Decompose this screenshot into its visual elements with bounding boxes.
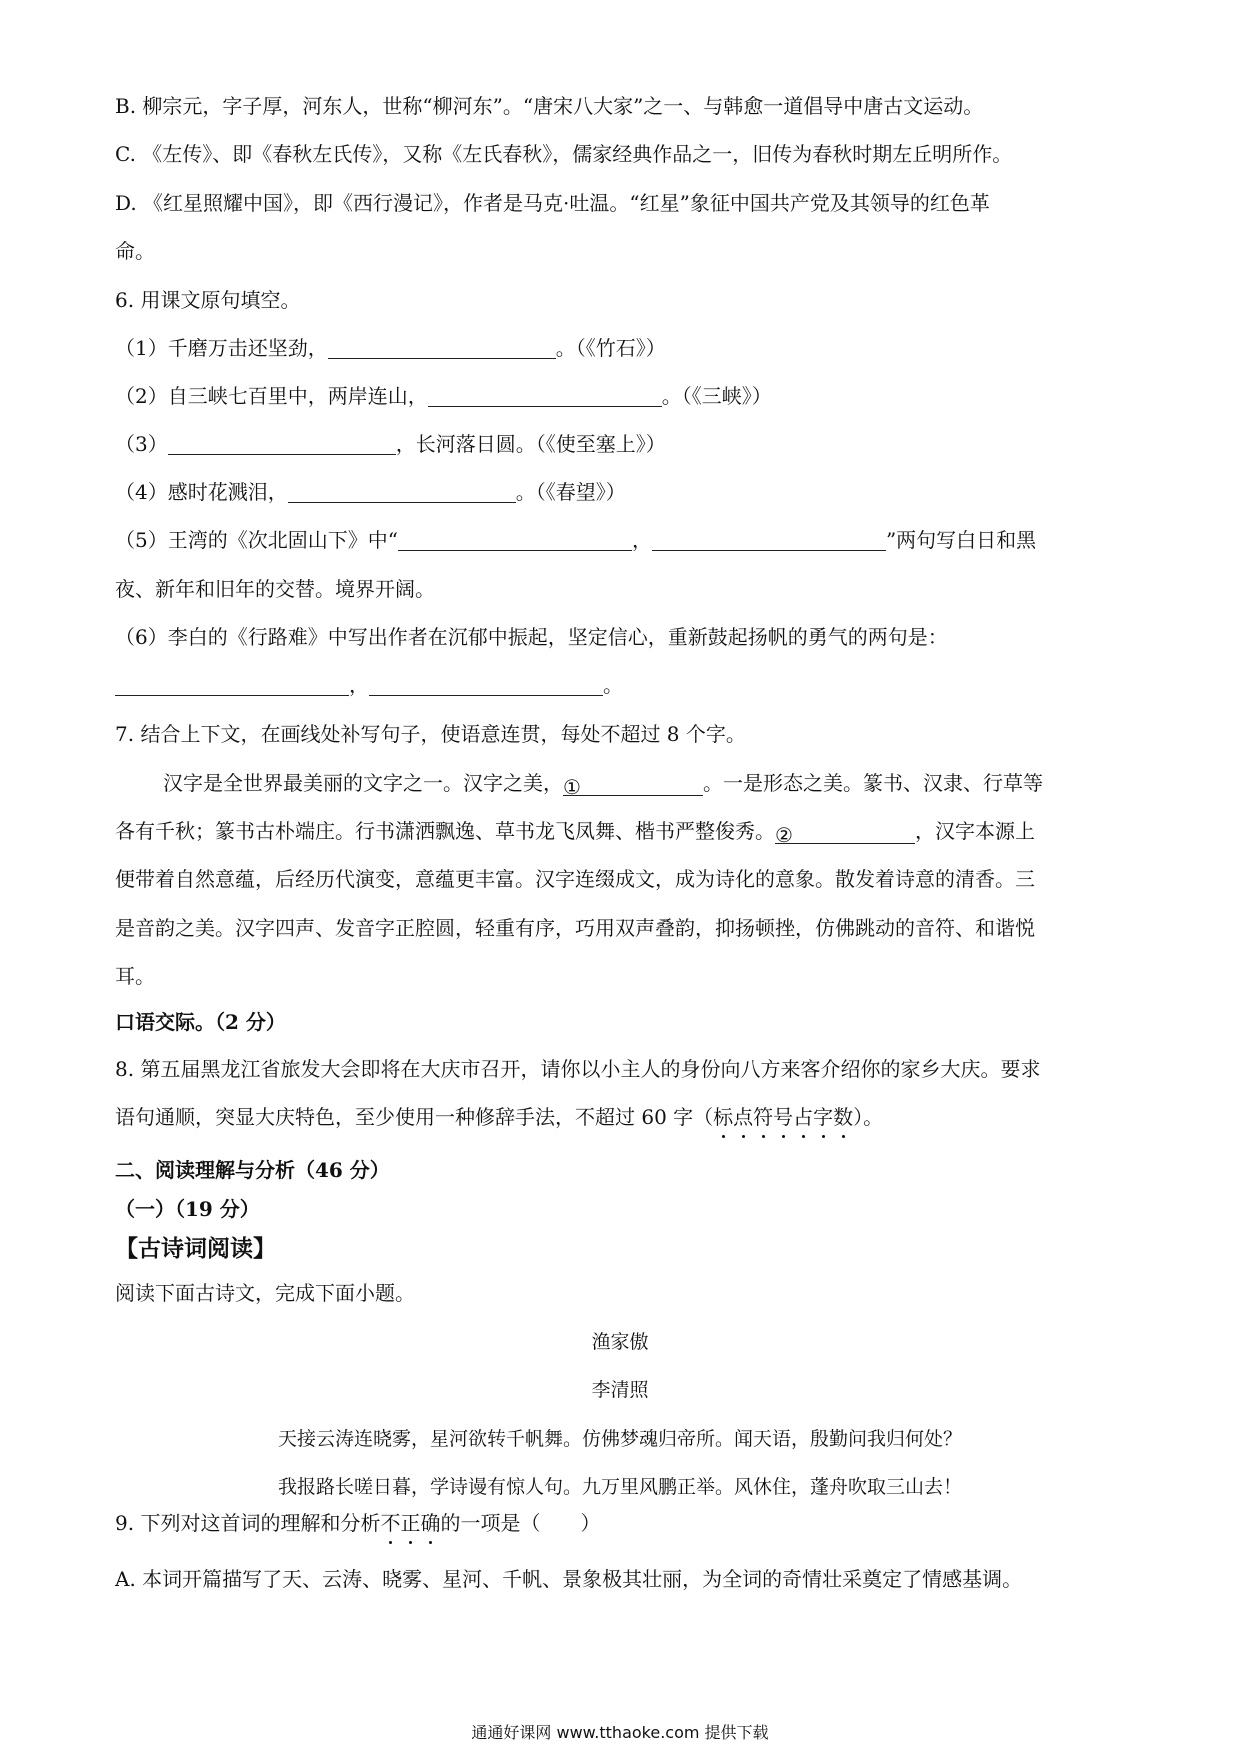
page-footer: 通通好课网 www.tthaoke.com 提供下载 bbox=[471, 1723, 769, 1742]
q8-line1: 8. 第五届黑龙江省旅发大会即将在大庆市召开，请你以小主人的身份向八方来客介绍你的家乡大庆。要求 bbox=[115, 1057, 1041, 1081]
q9-title bbox=[115, 1509, 600, 1537]
oral-heading: 口语交际。（2 分） bbox=[115, 1010, 286, 1034]
q6-item-4-pre: （4）感时花溅泪， bbox=[115, 480, 288, 504]
q6-item-1-post: 。（《竹石》） bbox=[555, 336, 666, 360]
answer-blank[interactable] bbox=[652, 528, 886, 551]
q9-text: 的一项是（ ） bbox=[440, 1511, 601, 1535]
poem-title: 渔家傲 bbox=[591, 1331, 649, 1353]
answer-blank[interactable] bbox=[563, 773, 703, 799]
q6-item-5-mid: ， bbox=[631, 528, 652, 552]
q6-item-4 bbox=[115, 478, 626, 506]
q7-text: 。一是形态之美。篆书、汉隶、行草等 bbox=[703, 771, 1043, 795]
emphasis-dotted-text: 不正确 bbox=[380, 1511, 441, 1535]
answer-blank[interactable] bbox=[428, 384, 662, 407]
q6-item-4-post: 。（《春望》） bbox=[515, 480, 626, 504]
answer-blank[interactable] bbox=[115, 673, 349, 696]
q7-passage-line3: 便带着自然意蕴，后经历代演变，意蕴更丰富。汉字连缀成文，成为诗化的意象。散发着诗意的清香。三 bbox=[115, 867, 1035, 891]
emphasis-dotted-text: 标点符号占字数 bbox=[713, 1105, 854, 1129]
q7-passage-line4: 是音韵之美。汉字四声、发音字正腔圆，轻重有序，巧用双声叠韵，抑扬顿挫，仿佛跳动的音符、和谐悦 bbox=[115, 916, 1035, 940]
q6-item-5 bbox=[115, 526, 1036, 554]
section-heading: 二、阅读理解与分析（46 分） bbox=[115, 1158, 390, 1182]
answer-blank[interactable] bbox=[398, 528, 632, 551]
q6-item-2-pre: （2）自三峡七百里中，两岸连山， bbox=[115, 384, 428, 408]
q7-text: 汉字是全世界最美丽的文字之一。汉字之美， bbox=[163, 771, 563, 795]
q7-passage-line2 bbox=[115, 817, 1035, 845]
q5-option-b: B. 柳宗元，字子厚，河东人，世称“柳河东”。“唐宋八大家”之一、与韩愈一道倡导中唐古文运动。 bbox=[115, 94, 984, 118]
q6-item-2 bbox=[115, 382, 772, 410]
q6-item-3 bbox=[115, 430, 666, 458]
q5-option-d-line2: 命。 bbox=[115, 239, 155, 263]
answer-blank[interactable] bbox=[288, 480, 516, 503]
reading-intro: 阅读下面古诗文，完成下面小题。 bbox=[115, 1281, 415, 1305]
q6-item-2-post: 。（《三峡》） bbox=[661, 384, 772, 408]
q7-title: 7. 结合上下文，在画线处补写句子，使语意连贯，每处不超过 8 个字。 bbox=[115, 722, 746, 746]
q6-item-6-mid: ， bbox=[349, 673, 369, 697]
q7-passage-line1 bbox=[163, 769, 1043, 797]
q6-item-3-pre: （3） bbox=[115, 432, 168, 456]
q6-item-6-answer bbox=[115, 671, 623, 699]
q9-text: 9. 下列对这首词的理解和分析 bbox=[115, 1511, 381, 1535]
q6-item-6-post: 。 bbox=[603, 673, 623, 697]
poem-author: 李清照 bbox=[591, 1379, 649, 1401]
q8-text: 语句通顺，突显大庆特色，至少使用一种修辞手法，不超过 60 字（ bbox=[115, 1105, 714, 1129]
q7-text: ，汉字本源上 bbox=[915, 819, 1035, 843]
answer-blank[interactable] bbox=[168, 432, 396, 455]
q5-option-c: C. 《左传》、即《春秋左氏传》，又称《左氏春秋》，儒家经典作品之一，旧传为春秋时期左丘明所作。 bbox=[115, 142, 1013, 166]
q6-item-3-post: ，长河落日圆。（《使至塞上》） bbox=[395, 432, 666, 456]
blank-number: ② bbox=[775, 823, 793, 847]
q6-item-6: （6）李白的《行路难》中写出作者在沉郁中振起，坚定信心，重新鼓起扬帆的勇气的两句是： bbox=[115, 625, 948, 649]
q9-option-a: A. 本词开篇描写了天、云涛、晓雾、星河、千帆、景象极其壮丽，为全词的奇情壮采奠定了情感基调。 bbox=[115, 1567, 1023, 1591]
q6-item-5-pre: （5）王湾的《次北固山下》中“ bbox=[115, 528, 398, 552]
q6-item-1-pre: （1）千磨万击还坚劲， bbox=[115, 336, 328, 360]
q8-line2 bbox=[115, 1103, 883, 1131]
q7-text: 各有千秋；篆书古朴端庄。行书潇洒飘逸、草书龙飞凤舞、楷书严整俊秀。 bbox=[115, 819, 775, 843]
reading-tag: 【古诗词阅读】 bbox=[115, 1235, 276, 1262]
subsection-heading: （一）（19 分） bbox=[115, 1197, 260, 1221]
blank-number: ① bbox=[563, 775, 581, 799]
poem-line-1: 天接云涛连晓雾，星河欲转千帆舞。仿佛梦魂归帝所。闻天语，殷勤问我归何处？ bbox=[277, 1428, 962, 1450]
q8-text: ）。 bbox=[853, 1105, 884, 1129]
q6-item-5-post: ”两句写白日和黑 bbox=[885, 528, 1037, 552]
answer-blank[interactable] bbox=[328, 336, 556, 359]
poem-line-2: 我报路长嗟日暮，学诗谩有惊人句。九万里风鹏正举。风休住，蓬舟吹取三山去！ bbox=[277, 1476, 962, 1498]
q6-title: 6. 用课文原句填空。 bbox=[115, 288, 301, 312]
answer-blank[interactable] bbox=[369, 673, 603, 696]
q7-passage-line5: 耳。 bbox=[115, 964, 155, 988]
q6-item-5-line2: 夜、新年和旧年的交替。境界开阔。 bbox=[115, 577, 435, 601]
answer-blank[interactable] bbox=[775, 821, 915, 847]
q5-option-d-line1: D. 《红星照耀中国》，即《西行漫记》，作者是马克·吐温。“红星”象征中国共产党及其领导的红色革 bbox=[115, 191, 990, 215]
q6-item-1 bbox=[115, 334, 666, 362]
